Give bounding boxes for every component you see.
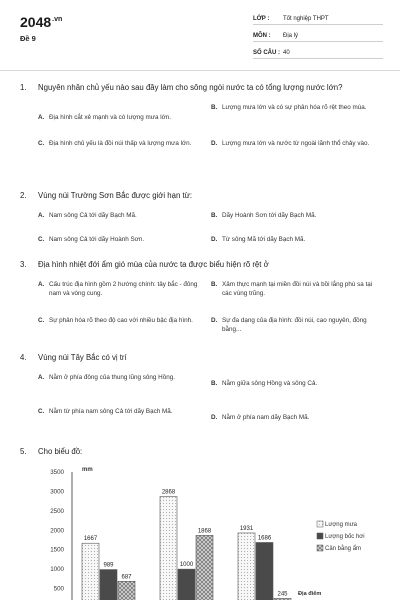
x-axis-label: Địa điểm (298, 591, 322, 597)
option-text: Địa hình chủ yếu là đồi núi thấp và lượng mưa lớn. (49, 140, 192, 147)
option-d[interactable] (211, 139, 383, 148)
question-stem: Vùng núi Tây Bắc có vị trí (38, 353, 127, 362)
legend-label: Lượng mưa (325, 522, 357, 528)
option-letter: A. (38, 114, 45, 121)
option-d[interactable] (211, 316, 383, 334)
option-letter: D. (211, 414, 218, 421)
option-d[interactable] (211, 235, 383, 244)
option-text: Nằm ở phía nam dãy Bạch Mã. (222, 414, 310, 421)
legend-label: Cân bằng ẩm (325, 546, 362, 552)
option-text: Xâm thực mạnh tại miền đồi núi và bồi lắng phù sa tại các vùng trũng. (222, 281, 373, 297)
option-text: Lượng mưa lớn và nước từ ngoài lãnh thổ chảy vào. (222, 140, 370, 147)
option-a[interactable] (38, 373, 210, 382)
option-text: Sự đa dạng của địa hình: đồi núi, cao nguyên, đồng bằng... (222, 317, 367, 333)
option-b[interactable] (211, 280, 383, 298)
option-b[interactable] (211, 103, 383, 112)
question-stem: Địa hình nhiệt đới ẩm gió mùa của nước ta được biểu hiện rõ rệt ở (38, 260, 269, 269)
option-letter: A. (38, 281, 45, 288)
option-text: Địa hình cắt xẻ mạnh và có lượng mưa lớn. (49, 114, 172, 121)
option-letter: C. (38, 140, 45, 147)
option-text: Cấu trúc địa hình gồm 2 hướng chính: tây bắc - đông nam và vòng cung. (49, 281, 198, 297)
question-number: 1. (20, 83, 27, 92)
option-c[interactable] (38, 235, 210, 244)
meta-key: LỚP : (253, 16, 270, 22)
exam-code: Đề 9 (20, 34, 36, 43)
legend-label: Lượng bốc hơi (325, 534, 365, 540)
option-text: Nằm giữa sông Hồng và sông Cả. (222, 380, 318, 387)
y-tick-label: 1000 (50, 566, 64, 574)
question-5 (20, 446, 385, 457)
data-label: 1868 (197, 528, 212, 535)
option-d[interactable] (211, 413, 383, 422)
bar-lượng-mưa (82, 543, 99, 600)
question-number: 5. (20, 447, 27, 456)
option-letter: B. (211, 281, 218, 288)
data-label: 1931 (239, 525, 254, 532)
chart-container (0, 460, 400, 600)
y-tick-label: 2000 (50, 527, 64, 535)
data-label: 989 (103, 562, 114, 569)
meta-key: SỐ CÂU : (253, 50, 280, 56)
option-text: Sự phân hóa rõ theo độ cao với nhiều bậc địa hình. (49, 317, 193, 324)
option-c[interactable] (38, 139, 210, 148)
question-number: 4. (20, 353, 27, 362)
logo-suffix: .vn (52, 16, 63, 24)
data-label: 1000 (179, 562, 194, 569)
y-tick-label: 500 (53, 585, 64, 593)
site-logo[interactable] (20, 14, 62, 30)
bar-lượng-mưa (160, 497, 177, 600)
meta-key: MÔN : (253, 33, 271, 39)
option-a[interactable] (38, 211, 210, 220)
option-letter: D. (211, 317, 218, 324)
option-b[interactable] (211, 211, 383, 220)
y-tick-label: 1500 (50, 546, 64, 554)
header-divider (0, 70, 400, 71)
option-letter: B. (211, 212, 218, 219)
meta-value: Tốt nghiệp THPT (283, 16, 329, 22)
question-number: 3. (20, 260, 27, 269)
option-b[interactable] (211, 379, 383, 388)
legend-swatch (317, 545, 323, 551)
bar-lượng-mưa (238, 533, 255, 600)
y-tick-label: 3000 (50, 488, 64, 496)
exam-header (0, 0, 400, 72)
bar-cân-bằng-ẩm (118, 581, 135, 600)
meta-row-subject (253, 31, 383, 42)
question-2 (20, 190, 385, 251)
question-stem: Nguyên nhân chủ yếu nào sau đây làm cho sông ngòi nước ta có tổng lượng nước lớn? (38, 83, 343, 92)
data-label: 2868 (161, 489, 176, 496)
y-axis-label: mm (82, 467, 93, 473)
option-c[interactable] (38, 407, 210, 416)
option-a[interactable] (38, 280, 210, 298)
option-letter: B. (211, 104, 218, 111)
option-letter: A. (38, 374, 45, 381)
bar-lượng-bốc-hơi (178, 569, 195, 600)
option-letter: D. (211, 140, 218, 147)
meta-value: Địa lý (283, 33, 299, 39)
question-1 (20, 82, 385, 163)
bar-cân-bằng-ẩm (196, 535, 213, 600)
option-text: Dãy Hoành Sơn tới dãy Bạch Mã. (222, 212, 317, 219)
bar-lượng-bốc-hơi (100, 570, 117, 600)
option-letter: A. (38, 212, 45, 219)
legend-swatch (317, 533, 323, 539)
option-letter: C. (38, 317, 45, 324)
option-letter: C. (38, 236, 45, 243)
legend-swatch (317, 521, 323, 527)
meta-value: 40 (283, 50, 290, 56)
option-text: Nằm từ phía nam sông Cả tới dãy Bạch Mã. (49, 408, 173, 415)
meta-row-count (253, 48, 383, 59)
option-letter: B. (211, 380, 218, 387)
bar-chart (0, 460, 400, 600)
logo-text: 2048 (20, 14, 52, 30)
data-label: 687 (121, 574, 132, 581)
data-label: 1686 (257, 535, 272, 542)
bar-lượng-bốc-hơi (256, 542, 273, 600)
exam-meta (253, 14, 383, 65)
meta-row-class (253, 14, 383, 25)
option-a[interactable] (38, 113, 210, 122)
option-text: Nam sông Cả tới dãy Hoành Sơn. (49, 236, 145, 243)
y-tick-label: 2500 (50, 507, 64, 515)
question-4 (20, 352, 385, 439)
question-number: 2. (20, 191, 27, 200)
option-letter: D. (211, 236, 218, 243)
option-text: Lượng mưa lớn và có sự phân hóa rõ rệt theo mùa. (222, 104, 367, 111)
data-label: 245 (277, 591, 288, 598)
option-text: Nam sông Cả tới dãy Bạch Mã. (49, 212, 137, 219)
y-tick-label: 3500 (50, 469, 64, 476)
question-3 (20, 259, 385, 346)
question-stem: Vùng núi Trường Sơn Bắc được giới hạn từ: (38, 191, 193, 200)
option-letter: C. (38, 408, 45, 415)
option-text: Từ sông Mã tới dãy Bạch Mã. (222, 236, 306, 243)
option-c[interactable] (38, 316, 210, 325)
question-stem: Cho biểu đồ: (38, 447, 83, 456)
option-text: Nằm ở phía đông của thung lũng sông Hồng. (49, 374, 175, 381)
data-label: 1667 (83, 536, 98, 543)
